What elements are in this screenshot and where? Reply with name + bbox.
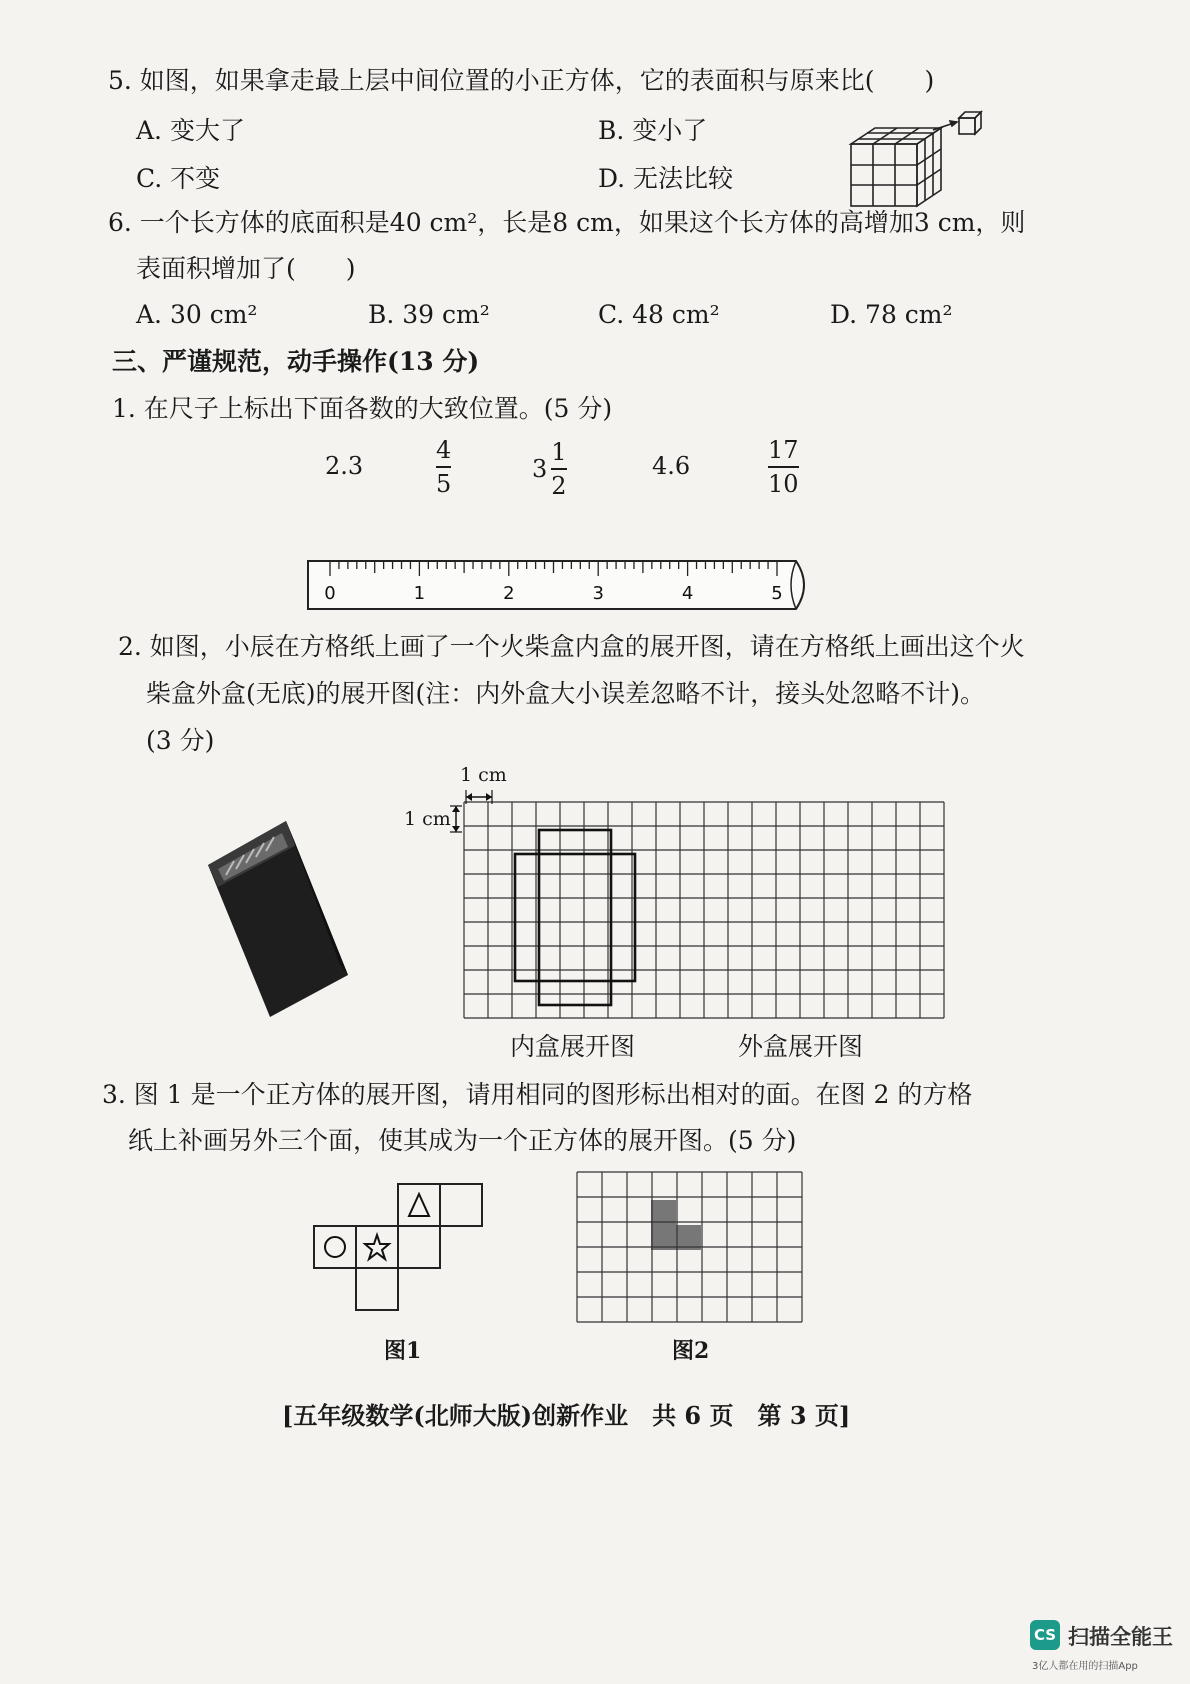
cube-net-figure-1[interactable] (312, 1182, 492, 1322)
caption-inner-box: 内盒展开图 (510, 1032, 636, 1061)
ruler[interactable] (300, 555, 820, 615)
fraction-4-5 (436, 436, 451, 498)
fraction-4-5-denominator: 5 (436, 470, 452, 498)
figure-1-caption: 图1 (384, 1338, 422, 1364)
caption-outer-box: 外盒展开图 (738, 1032, 864, 1061)
mixed-numerator: 1 (551, 438, 567, 466)
fraction-4-5-numerator: 4 (436, 436, 452, 464)
fraction-17-10-numerator: 17 (768, 436, 799, 464)
app-logo-badge: CS (1030, 1620, 1060, 1650)
p3-line2: 纸上补画另外三个面，使其成为一个正方体的展开图。(5 分) (128, 1126, 797, 1155)
fraction-17-10-denominator: 10 (768, 470, 799, 498)
q5-option-c: C. 不变 (136, 164, 221, 193)
unit-arrow-vertical (448, 804, 464, 834)
star-icon (365, 1235, 389, 1259)
q5-option-b: B. 变小了 (598, 116, 708, 145)
q6-option-c: C. 48 cm² (598, 300, 720, 329)
matchbox-image (200, 815, 350, 1020)
p3-line1: 3. 图 1 是一个正方体的展开图，请用相同的图形标出相对的面。在图 2 的方格 (102, 1080, 973, 1109)
q6-option-b: B. 39 cm² (368, 300, 490, 329)
ruler-label: 2 (503, 583, 515, 604)
cube-figure (845, 110, 985, 210)
ruler-label: 0 (324, 583, 336, 604)
q6-stem-line1: 6. 一个长方体的底面积是40 cm²，长是8 cm，如果这个长方体的高增加3 cm，则 (108, 208, 1026, 237)
number-4-6: 4.6 (652, 452, 691, 480)
grid-paper-figure-2[interactable] (575, 1170, 803, 1328)
circle-icon (325, 1237, 345, 1257)
q6-option-a: A. 30 cm² (136, 300, 258, 329)
ruler-label: 4 (681, 583, 694, 604)
section-title: 三、严谨规范，动手操作(13 分) (112, 347, 480, 376)
number-2-3: 2.3 (325, 452, 364, 480)
mixed-whole: 3 (532, 455, 548, 483)
p2-line2: 柴盒外盒(无底)的展开图(注：内外盒大小误差忽略不计，接头处忽略不计)。 (146, 679, 986, 708)
mixed-number-3-1-2 (532, 438, 567, 500)
triangle-icon (409, 1194, 429, 1216)
q5-stem: 5. 如图，如果拿走最上层中间位置的小正方体，它的表面积与原来比( ) (108, 66, 935, 95)
q6-stem-line2: 表面积增加了( ) (136, 254, 356, 283)
grid-paper-matchbox[interactable] (462, 800, 954, 1030)
ruler-label: 3 (592, 583, 604, 604)
unit-label-horizontal: 1 cm (460, 764, 507, 786)
q5-option-d: D. 无法比较 (598, 164, 734, 193)
page-footer: [五年级数学(北师大版)创新作业 共 6 页 第 3 页] (282, 1401, 851, 1430)
unit-label-vertical: 1 cm (404, 808, 451, 830)
unit-arrow-horizontal (464, 790, 496, 804)
p1-stem: 1. 在尺子上标出下面各数的大致位置。(5 分) (112, 394, 613, 423)
q6-option-d: D. 78 cm² (830, 300, 953, 329)
ruler-label: 5 (771, 583, 783, 604)
p2-line1: 2. 如图，小辰在方格纸上画了一个火柴盒内盒的展开图，请在方格纸上画出这个火 (118, 632, 1025, 661)
ruler-label: 1 (413, 583, 426, 604)
fraction-17-10 (768, 436, 799, 498)
app-logo-name: 扫描全能王 (1068, 1625, 1173, 1649)
p2-line3: (3 分) (146, 726, 215, 755)
app-logo-tagline: 3亿人都在用的扫描App (1032, 1661, 1138, 1672)
q5-option-a: A. 变大了 (136, 116, 245, 145)
figure-2-caption: 图2 (672, 1338, 710, 1364)
mixed-denominator: 2 (551, 472, 567, 500)
